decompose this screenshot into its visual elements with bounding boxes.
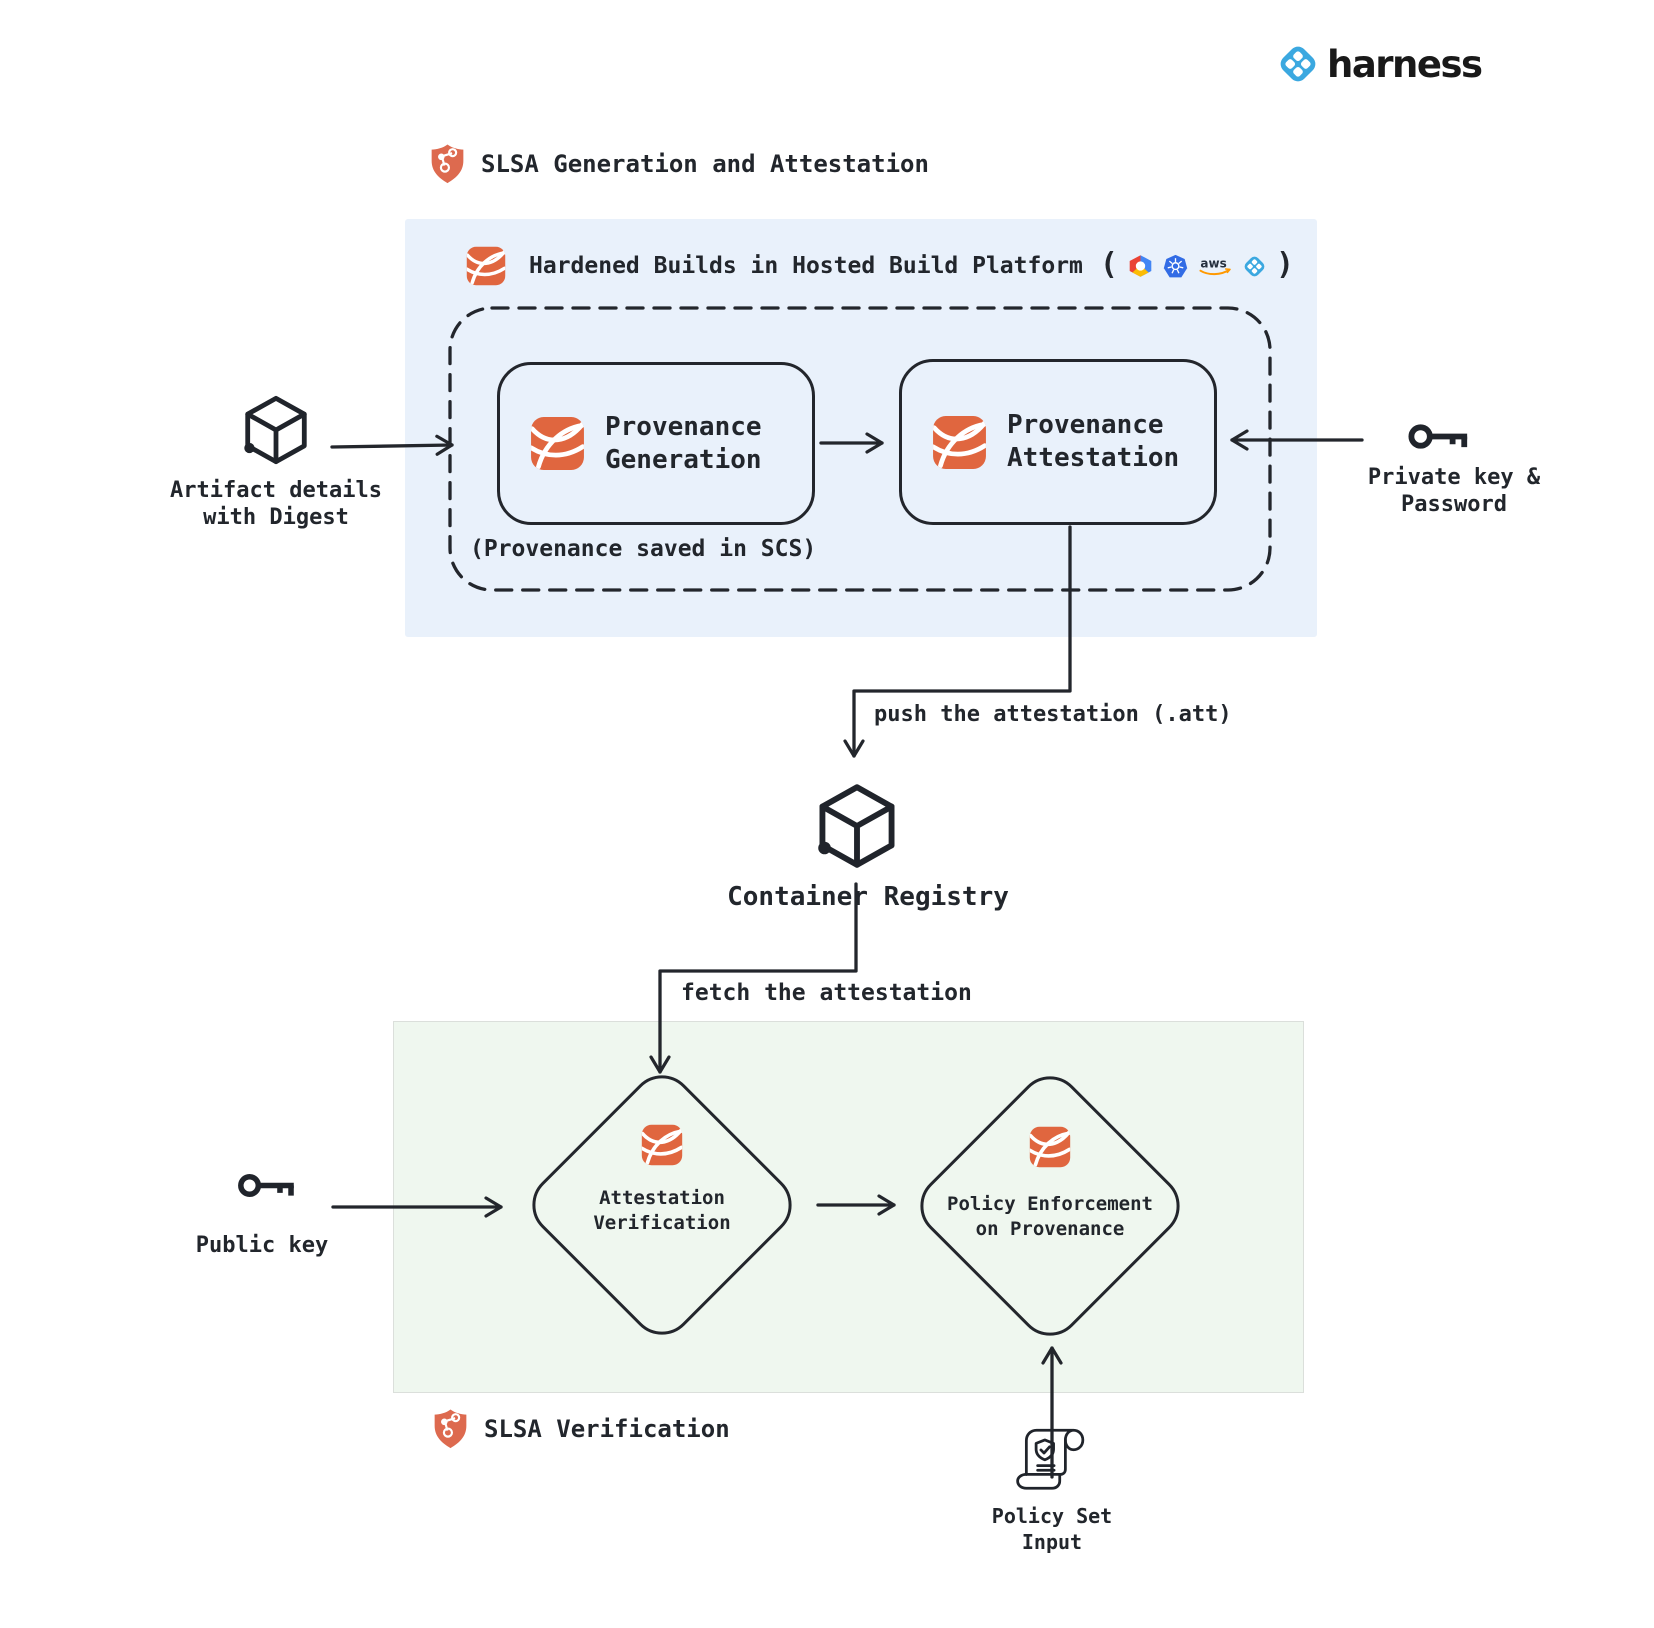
private-key-label-line1: Private key & [1367,465,1541,490]
scs-icon [466,246,506,286]
harness-logo-icon [1276,42,1320,86]
platform-header-text: Hardened Builds in Hosted Build Platform [529,253,1083,279]
diamond-label-line2: on Provenance [975,1218,1125,1240]
policy-enforcement-label [912,1192,1188,1242]
artifact-label-line2: with Digest [203,505,349,530]
public-key-icon [237,1168,299,1203]
scs-icon [641,1124,683,1166]
scs-icon [1029,1126,1071,1168]
paren-open: ( [1099,246,1118,282]
verification-section-title [433,1408,730,1450]
attestation-verification-label [542,1186,782,1236]
policy-scroll-icon [1013,1426,1089,1494]
container-registry-cube-icon [817,782,897,870]
verification-title-text: SLSA Verification [484,1415,730,1443]
generation-section-title [430,143,929,185]
artifact-label-line1: Artifact details [170,478,382,503]
node-label-line2: Attestation [1007,443,1180,473]
node-label-line1: Provenance [1007,410,1164,440]
push-attestation-label: push the attestation (.att) [874,702,1232,727]
private-key-label-line2: Password [1401,492,1507,517]
diamond-label-line1: Policy Enforcement [947,1193,1153,1215]
slsa-shield-icon [433,1408,468,1450]
harness-icon [1242,254,1267,279]
node-label-line1: Provenance [605,411,762,442]
container-registry-label: Container Registry [727,882,1009,912]
policy-set-label-line1: Policy Set [991,1504,1113,1528]
artifact-cube-icon [243,394,309,466]
policy-set-label-line2: Input [1021,1530,1083,1554]
google-cloud-icon [1127,254,1154,278]
edge-registry-to-verification [660,884,856,1072]
artifact-label [148,477,404,531]
kubernetes-icon [1163,254,1188,279]
private-key-label [1330,464,1578,518]
provenance-generation-node [497,362,815,525]
generation-title-text: SLSA Generation and Attestation [481,150,929,178]
harness-logo [1276,42,1482,86]
diamond-label-line1: Attestation [599,1187,725,1209]
public-key-label: Public key [195,1233,329,1258]
fetch-attestation-label: fetch the attestation [681,980,972,1006]
policy-set-label [967,1503,1137,1555]
node-label-line2: Generation [605,444,762,475]
scs-icon [530,416,585,471]
private-key-icon [1408,418,1472,455]
diamond-label-line2: Verification [593,1212,731,1234]
provenance-attestation-label [1007,409,1179,475]
paren-close: ) [1275,246,1295,282]
provenance-generation-label [605,411,762,477]
slsa-shield-icon [430,143,465,185]
edge-artifact-to-generation [332,445,452,447]
platform-header [466,242,1294,290]
aws-icon [1197,254,1233,278]
harness-logo-text: harness [1327,42,1482,86]
provenance-attestation-node [899,359,1217,525]
scs-icon [932,415,987,470]
provenance-saved-footnote: (Provenance saved in SCS) [470,536,817,562]
